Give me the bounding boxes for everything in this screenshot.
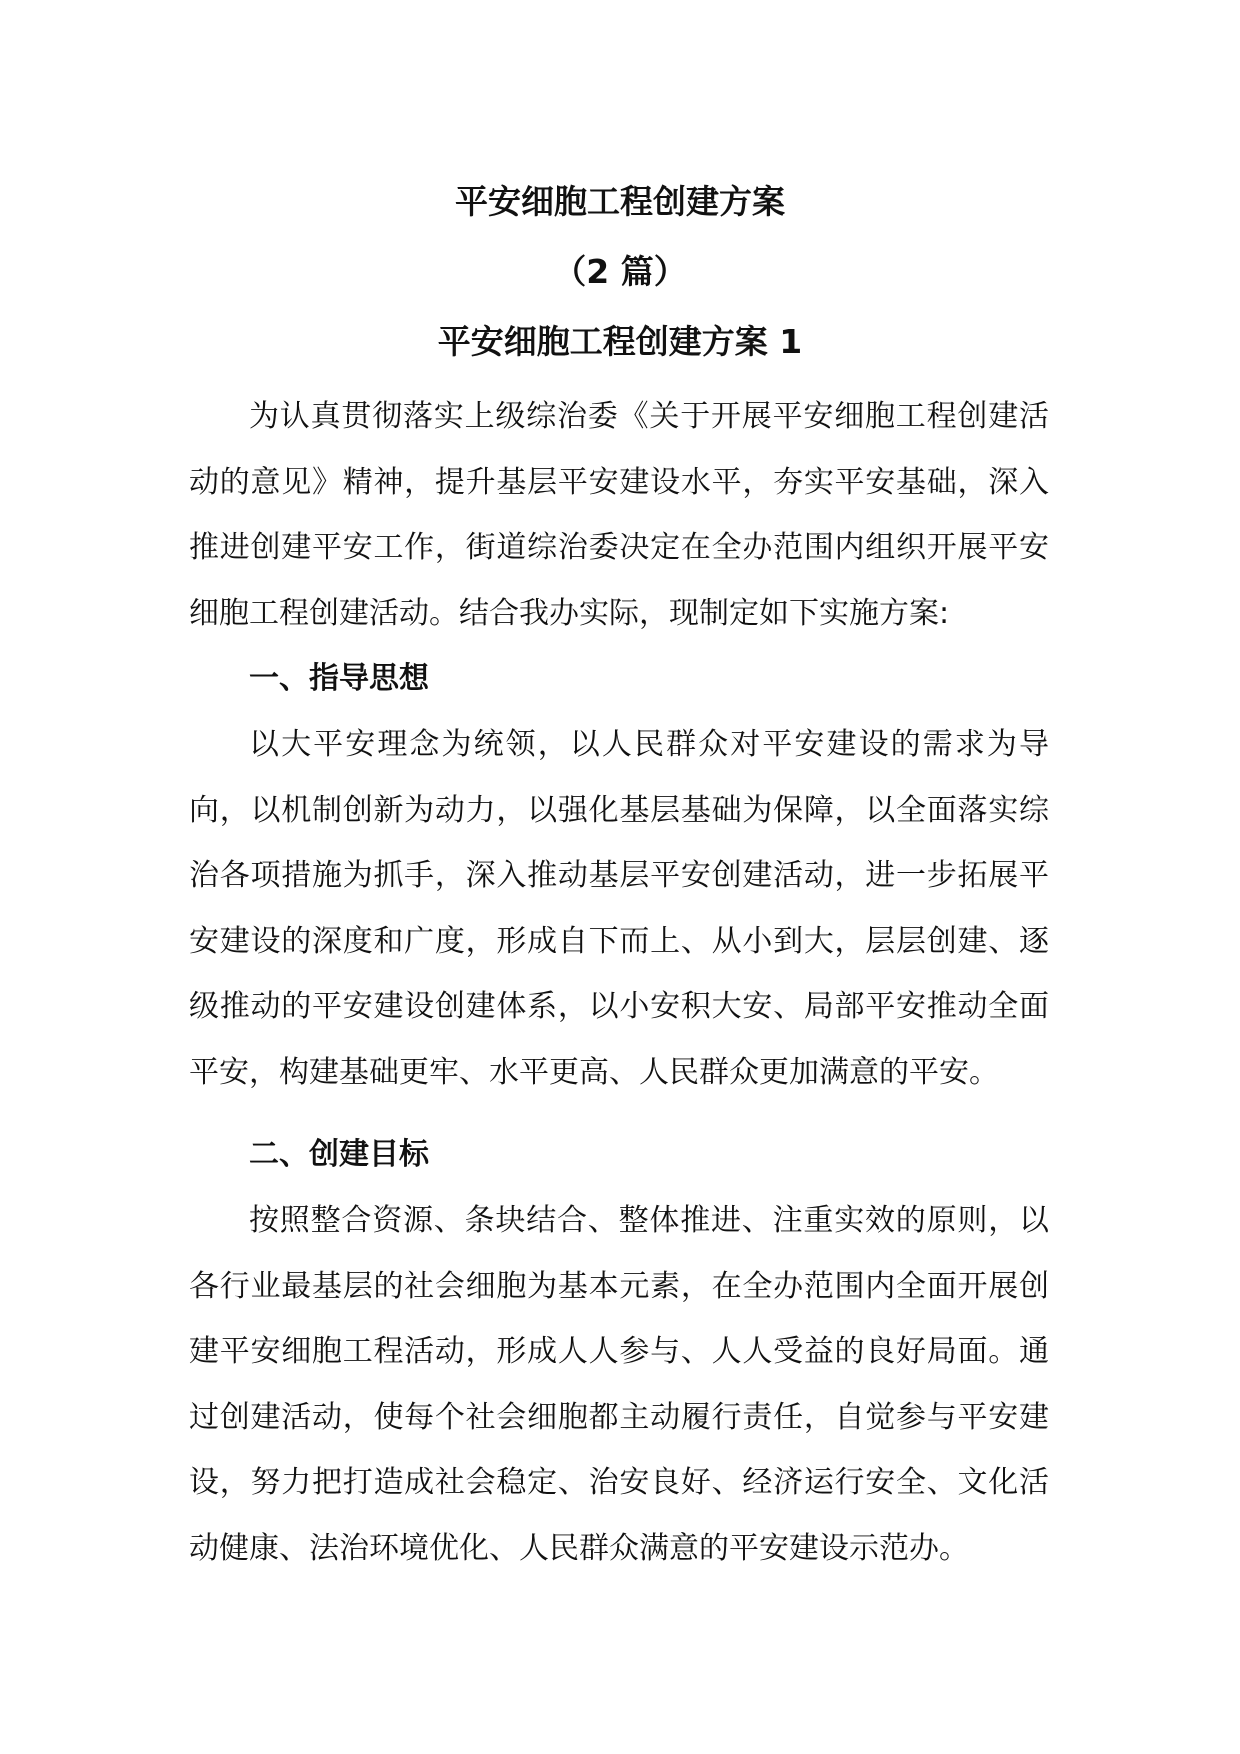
- section-heading-guiding-ideology: 一、指导思想: [249, 661, 429, 696]
- document-title: 平安细胞工程创建方案: [455, 182, 785, 221]
- section-paragraph-goals: 按照整合资源、条块结合、整体推进、注重实效的原则，以各行业最基层的社会细胞为基本元素，在全办范围内全面开展创建平安细胞工程活动，形成人人参与、人人受益的良好局面。通过创建活动，使每个社会细胞都主动履行责任，自觉参与平安建设，努力把打造成社会稳定、治安良好、经济运行安全、文化活动健康、法治环境优化、人民群众满意的平安建设示范办。: [189, 1203, 1049, 1566]
- intro-paragraph: 为认真贯彻落实上级综治委《关于开展平安细胞工程创建活动的意见》精神，提升基层平安建设水平，夯实平安基础，深入推进创建平安工作，街道综治委决定在全办范围内组织开展平安细胞工程创建活动。结合我办实际，现制定如下实施方案:: [189, 399, 1049, 631]
- document-count: （2 篇）: [553, 252, 687, 291]
- document-subtitle: 平安细胞工程创建方案 1: [437, 322, 803, 361]
- section-heading-goals: 二、创建目标: [249, 1137, 429, 1172]
- section-paragraph-guiding-ideology: 以大平安理念为统领，以人民群众对平安建设的需求为导向，以机制创新为动力，以强化基层基础为保障，以全面落实综治各项措施为抓手，深入推动基层平安创建活动，进一步拓展平安建设的深度和广度，形成自下而上、从小到大，层层创建、逐级推动的平安建设创建体系，以小安积大安、局部平安推动全面平安，构建基础更牢、水平更高、人民群众更加满意的平安。: [189, 727, 1049, 1090]
